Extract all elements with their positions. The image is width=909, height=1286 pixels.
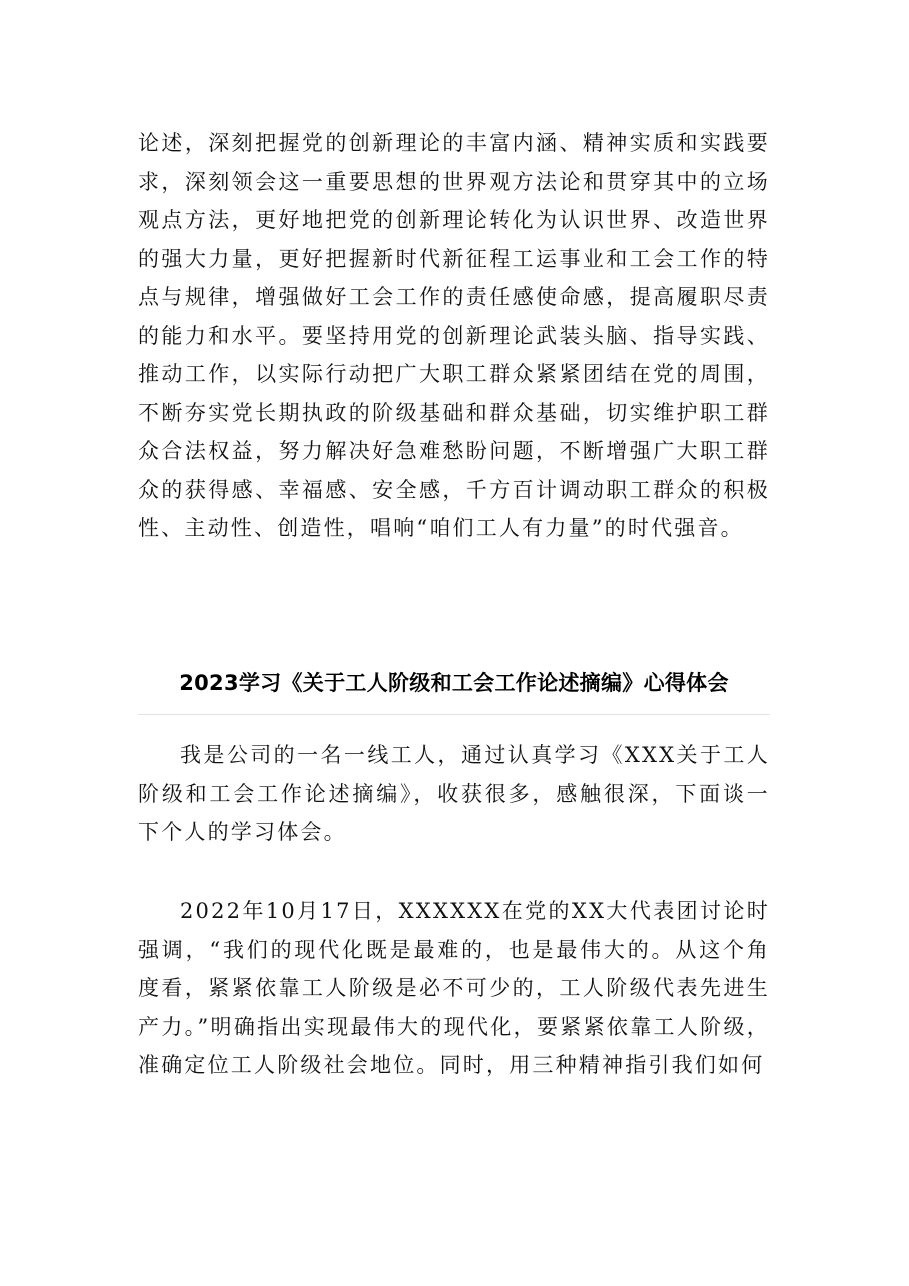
body-paragraph-date: 2022年10月17日，XXXXXX在党的XX大代表团讨论时强调，“我们的现代化既是最难的，也是最伟大的。从这个角度看，紧紧依靠工人阶级是必不可少的，工人阶级代表先进生产力。”明确指出实现最伟大的现代化，要紧紧依靠工人阶级，准确定位工人阶级社会地位。同时，用三种精神指引我们如何 <box>138 899 770 1077</box>
title-divider <box>138 714 770 715</box>
section-title: 2023学习《关于工人阶级和工会工作论述摘编》心得体会 <box>179 671 729 695</box>
body-paragraph-continued: 论述，深刻把握党的创新理论的丰富内涵、精神实质和实践要求，深刻领会这一重要思想的世界观方法论和贯穿其中的立场观点方法，更好地把党的创新理论转化为认识世界、改造世界的强大力量，更好把握新时代新征程工运事业和工会工作的特点与规律，增强做好工会工作的责任感使命感，提高履职尽责的能力和水平。要坚持用党的创新理论武装头脑、指导实践、推动工作，以实际行动把广大职工群众紧紧团结在党的周围，不断夯实党长期执政的阶级基础和群众基础，切实维护职工群众合法权益，努力解决好急难愁盼问题，不断增强广大职工群众的获得感、幸福感、安全感，千方百计调动职工群众的积极性、主动性、创造性，唱响“咱们工人有力量”的时代强音。 <box>138 131 770 540</box>
body-paragraph-intro: 我是公司的一名一线工人，通过认真学习《XXX关于工人阶级和工会工作论述摘编》，收获很多，感触很深，下面谈一下个人的学习体会。 <box>138 743 770 844</box>
